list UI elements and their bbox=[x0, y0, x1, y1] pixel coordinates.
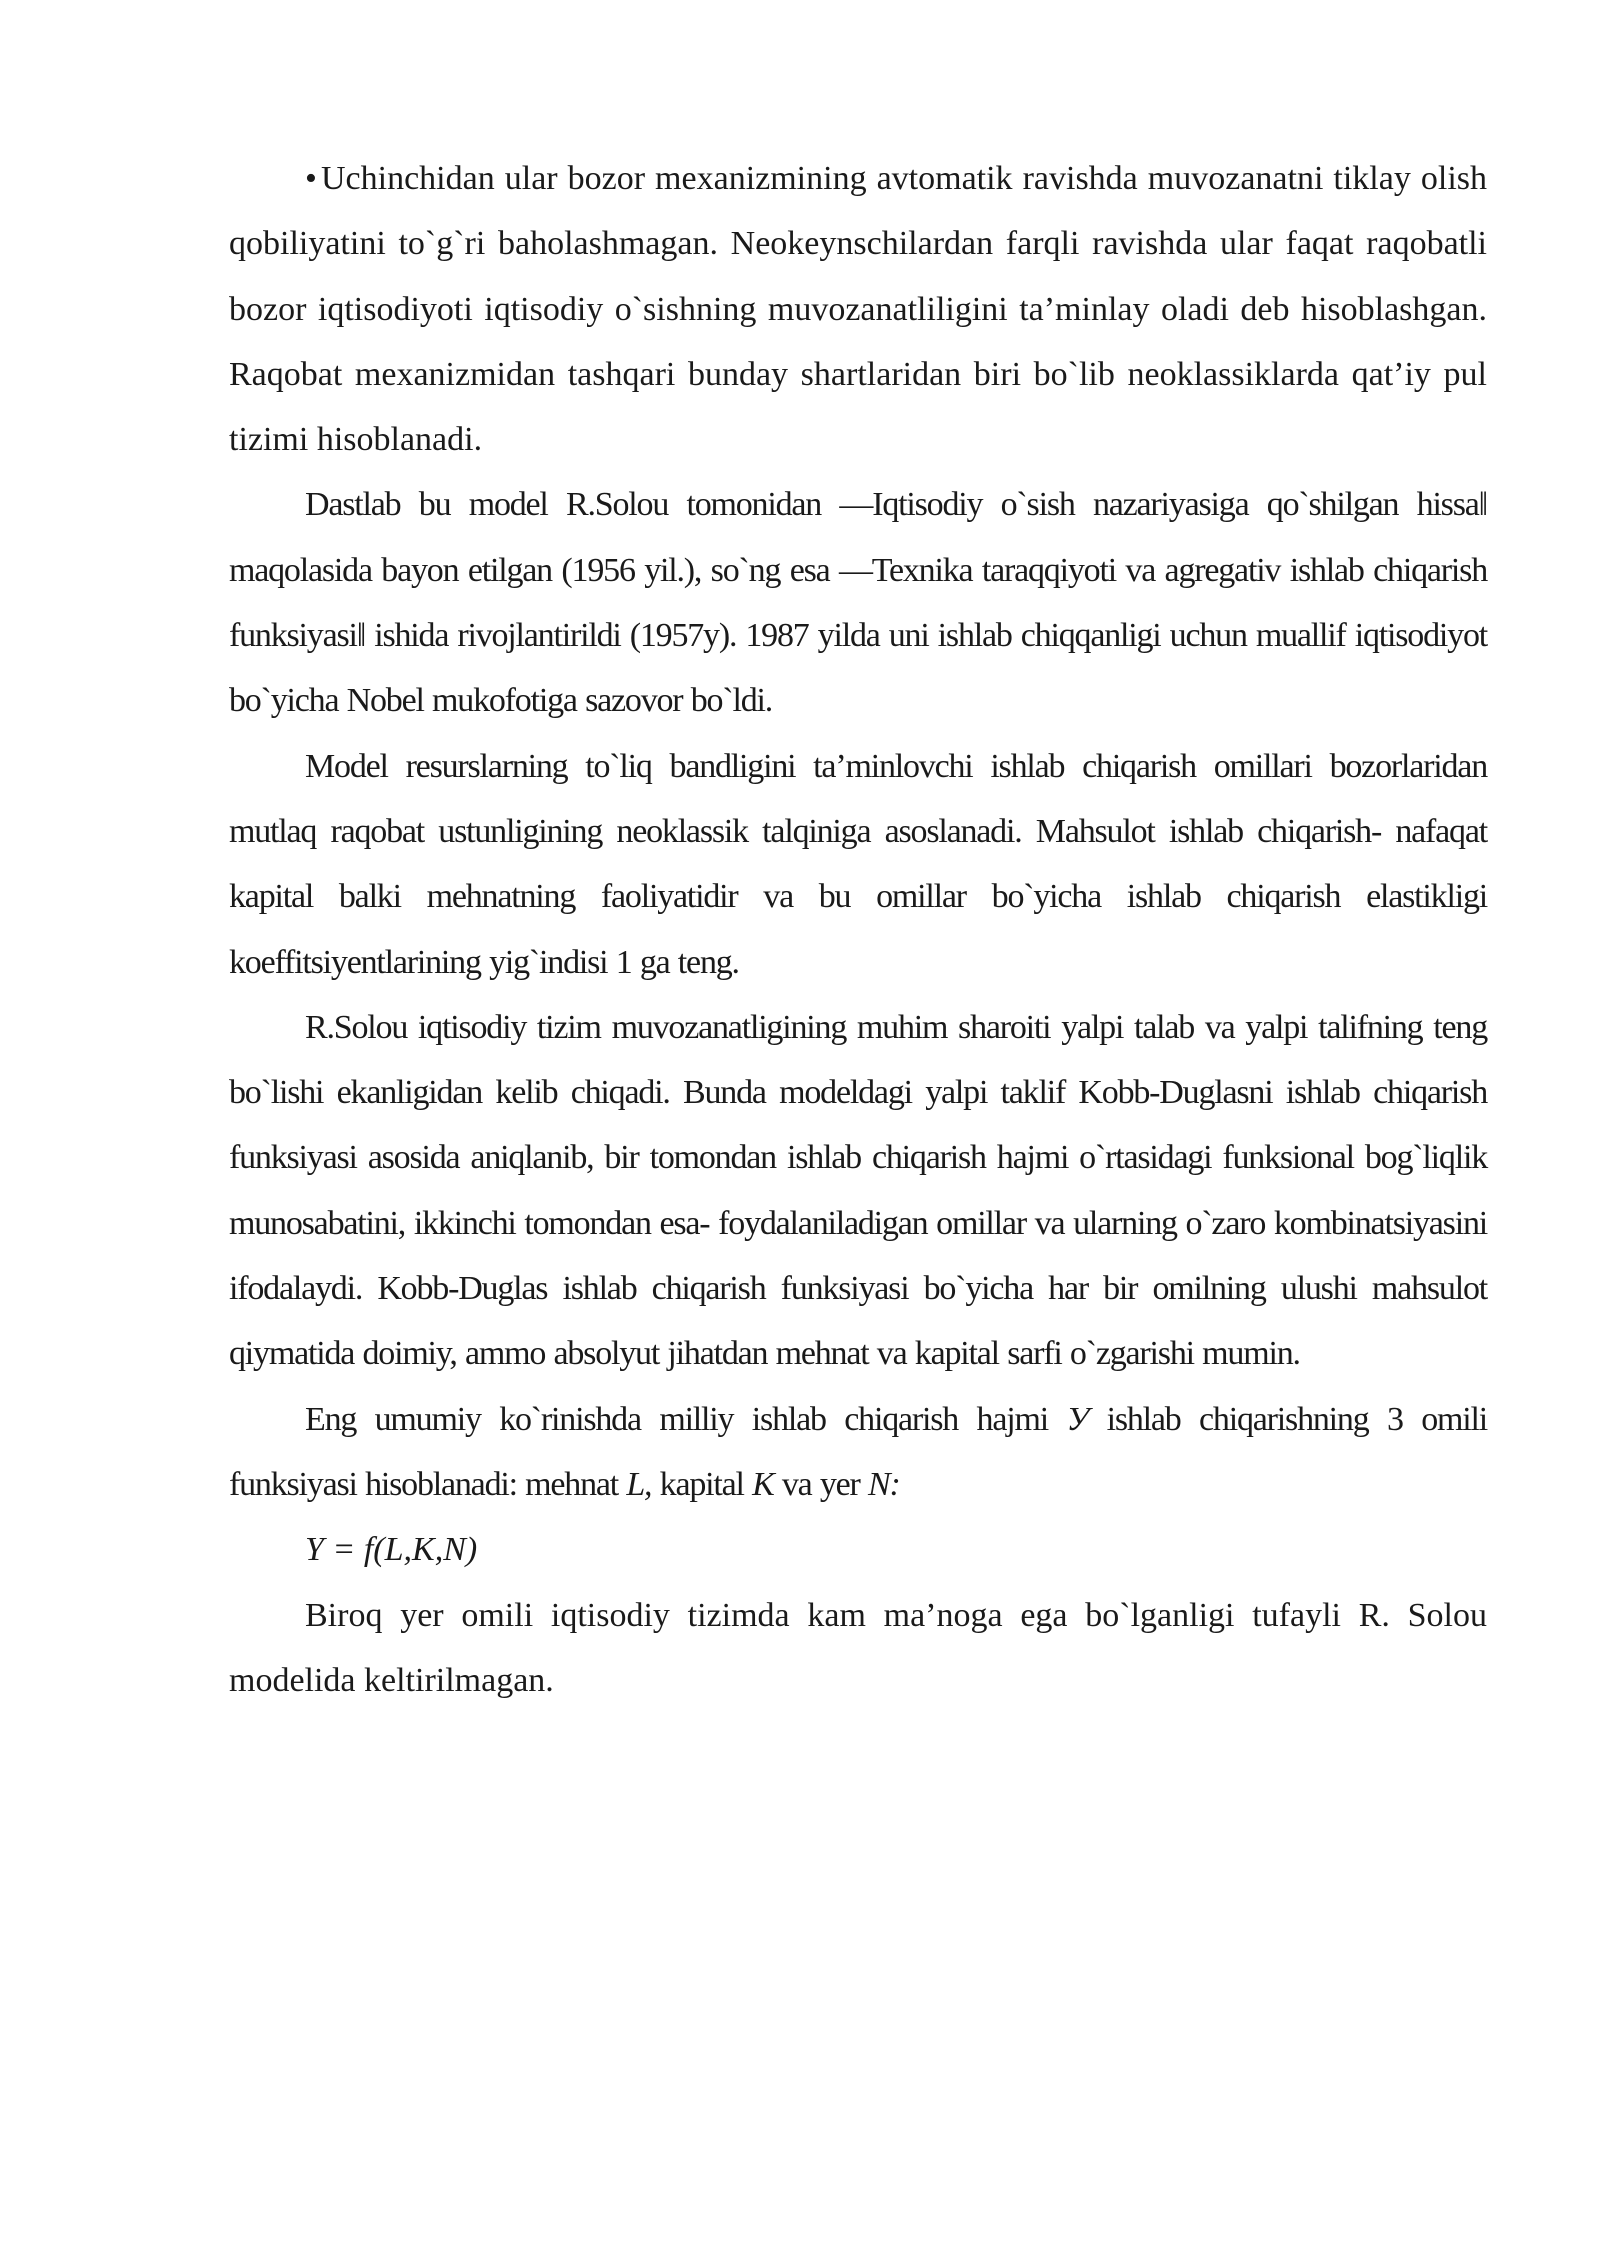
paragraph-model-origin: Dastlab bu model R.Solou tomonidan ―Iqtisodiy o`sish nazariyasiga qo`shilgan hissa‖ maqolasida bayon etilgan (1956 yil.), so`ng esa ―Texnika taraqqiyoti va agregativ ishlab chiqarish funksiyasi‖ ishida rivojlantirildi (1957y). 1987 yilda uni ishlab chiqqanligi uchun muallif iqtisodiyot bo`yicha Nobel mukofotiga sazovor bo`ldi. bbox=[229, 486, 1487, 720]
paragraph-model-assumptions: Model resurslarning to`liq bandligini ta’minlovchi ishlab chiqarish omillari bozorlaridan mutlaq raqobat ustunligining neoklassik talqiniga asoslanadi. Mahsulot ishlab chiqarish- nafaqat kapital balki mehnatning faoliyatidir va bu omillar bo`yicha ishlab chiqarish elastikligi koeffitsiyentlarining yig`indisi 1 ga teng. bbox=[229, 747, 1487, 981]
paragraph-bullet-text: Uchinchidan ular bozor mexanizmining avtomatik ravishda muvozanatni tiklay olish qobiliyatini to`g`ri baholashmagan. Neokeynschilardan farqli ravishda ular faqat raqobatli bozor iqtisodiyoti iqtisodiy o`sishning muvozanatliligini ta’minlay oladi deb hisoblashgan. Raqobat mexanizmidan tashqari bunday shartlaridan biri bo`lib neoklassiklarda qat’iy pul tizimi hisoblanadi. bbox=[229, 160, 1487, 459]
paragraph-equilibrium: R.Solou iqtisodiy tizim muvozanatligining muhim sharoiti yalpi talab va yalpi talifning teng bo`lishi ekanligidan kelib chiqadi. Bunda modeldagi yalpi taklif Kobb-Duglasni ishlab chiqarish funksiyasi asosida aniqlanib, bir tomondan ishlab chiqarish hajmi o`rtasidagi funksional bog`liqlik munosabatini, ikkinchi tomondan esa- foydalaniladigan omillar va ularning o`zaro kombinatsiyasini ifodalaydi. Kobb-Duglas ishlab chiqarish funksiyasi bo`yicha har bir omilning ulushi mahsulot qiymatida doimiy, ammo absolyut jihatdan mehnat va kapital sarfi o`zgarishi mumin. bbox=[229, 1008, 1487, 1373]
pf-text-4: va yer bbox=[773, 1465, 868, 1503]
variable-y: У bbox=[1066, 1400, 1089, 1438]
paragraph-production-function bbox=[229, 1387, 1487, 1518]
variable-l: L, bbox=[626, 1465, 652, 1503]
variable-n: N: bbox=[867, 1465, 900, 1503]
variable-k: K bbox=[752, 1465, 774, 1503]
pf-text-2: ishlab chiqarishning 3 omili funksiyasi hisoblanadi: mehnat bbox=[229, 1400, 1488, 1503]
pf-text-1: Eng umumiy ko`rinishda milliy ishlab chiqarish hajmi bbox=[305, 1400, 1067, 1438]
body-text bbox=[229, 146, 1487, 1713]
pf-text-3: kapital bbox=[651, 1465, 753, 1503]
paragraph-land-factor: Biroq yer omili iqtisodiy tizimda kam ma’noga ega bo`lganligi tufayli R. Solou modelida keltirilmagan. bbox=[229, 1596, 1487, 1699]
bullet-icon: • bbox=[305, 160, 317, 197]
paragraph-bullet bbox=[229, 146, 1487, 472]
formula: Y = f(L,K,N) bbox=[305, 1531, 478, 1569]
